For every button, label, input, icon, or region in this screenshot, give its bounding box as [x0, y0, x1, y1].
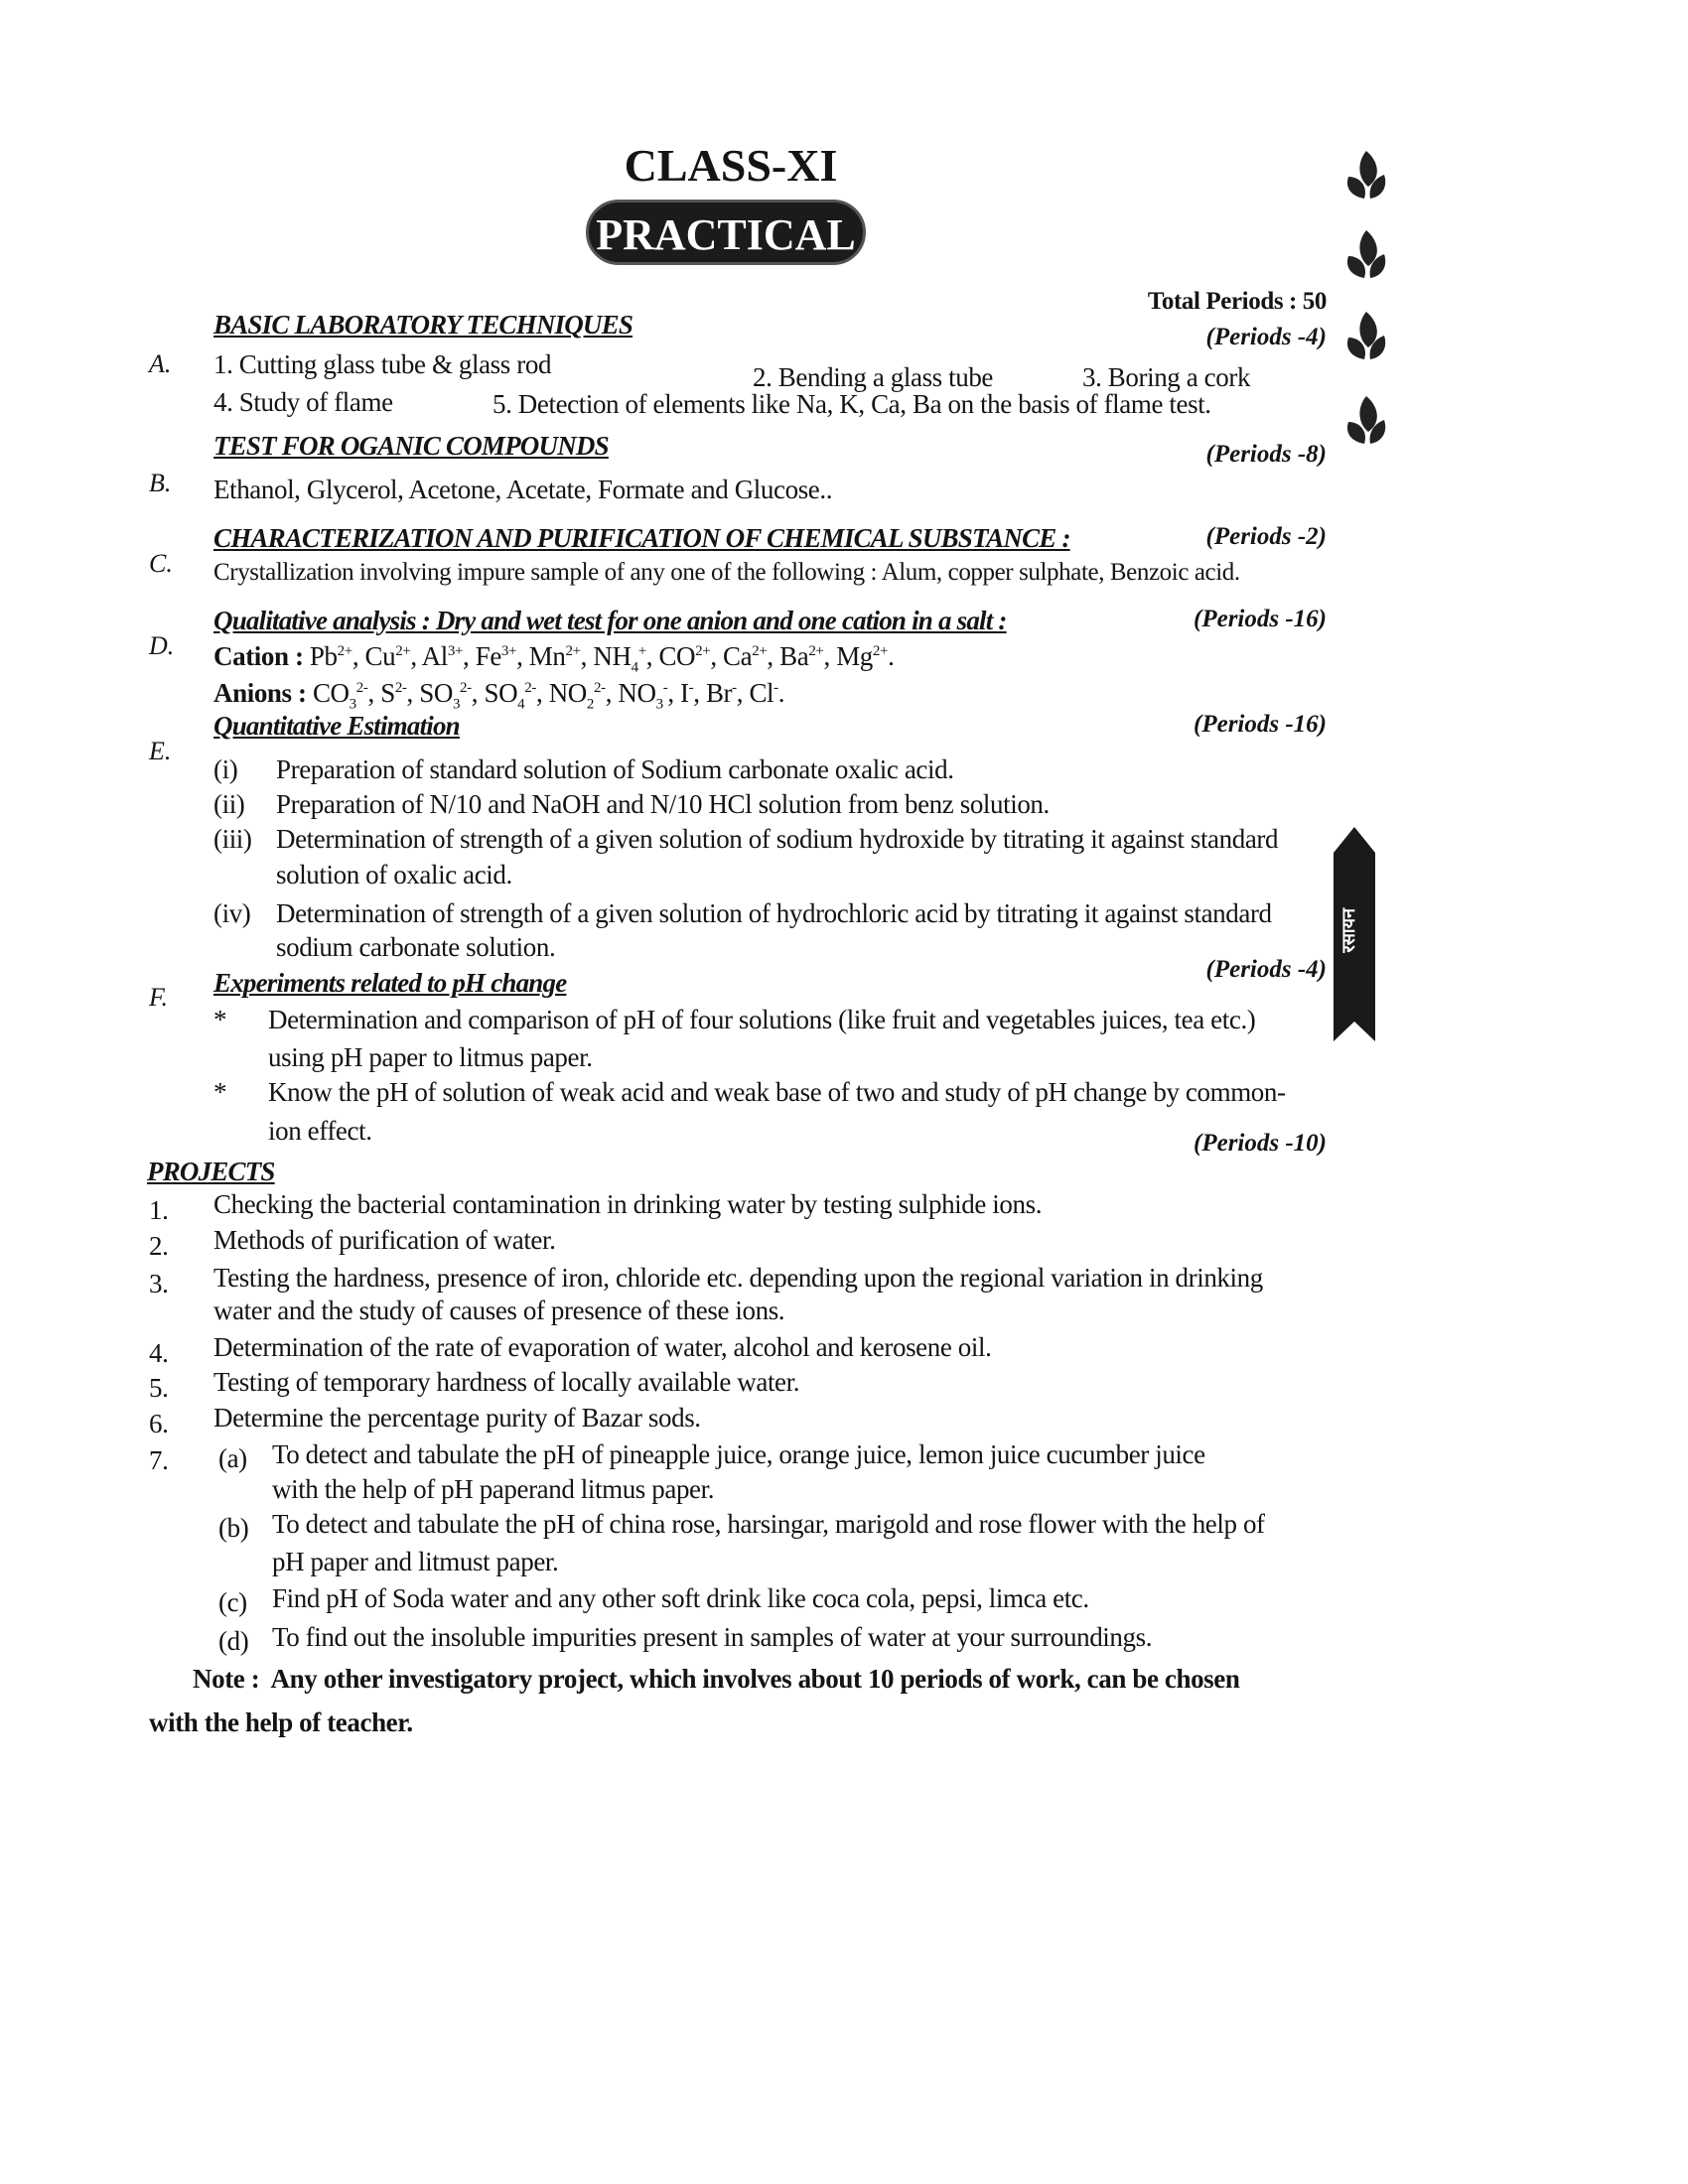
project-number: 1. — [149, 1195, 169, 1225]
ion — [658, 641, 710, 671]
subitem-label: (c) — [218, 1587, 247, 1617]
ion-symbol: NH — [593, 641, 632, 671]
ion-symbol: NO — [618, 678, 656, 708]
ion-charge: 3+ — [500, 643, 517, 659]
ion-symbol: SO — [419, 678, 453, 708]
section-text: Ethanol, Glycerol, Acetone, Acetate, Formate and Glucose.. — [213, 475, 833, 504]
ion-charge: 2- — [524, 680, 536, 696]
ion-charge: 2+ — [395, 643, 411, 659]
note — [193, 1664, 1240, 1695]
ion — [312, 678, 368, 713]
section-marker: C. — [149, 549, 173, 578]
item-text: Determination of strength of a given solution of sodium hydroxide by titrating it against standard — [276, 824, 1279, 854]
ion — [419, 678, 472, 713]
item-text: Determination of strength of a given solution of hydrochloric acid by titrating it against standard — [276, 898, 1272, 928]
section-marker: F. — [149, 983, 169, 1012]
item-number: (ii) — [213, 789, 245, 819]
item-number: (i) — [213, 754, 238, 784]
bullet-icon: * — [213, 1077, 227, 1107]
ion-charge: - — [732, 680, 737, 696]
project-number: 3. — [149, 1269, 169, 1298]
subitem-label: (a) — [218, 1443, 247, 1473]
subitem-text: To detect and tabulate the pH of china rose, harsingar, marigold and rose flower with the help of — [272, 1509, 1265, 1539]
ion-symbol: Pb — [309, 641, 338, 671]
ion-charge: 2- — [460, 680, 472, 696]
ion-charge: - — [662, 680, 668, 696]
ion — [422, 641, 463, 671]
ion-subscript: 2 — [586, 696, 594, 713]
list-item: 3. Boring a cork — [1082, 362, 1251, 392]
subitem-text: with the help of pH paperand litmus paper. — [272, 1474, 715, 1504]
subitem-label: (d) — [218, 1626, 249, 1656]
ion-symbol: Mg — [836, 641, 873, 671]
section-periods: (Periods -4) — [1205, 956, 1327, 983]
ion-charge: - — [688, 680, 694, 696]
anion-line — [213, 678, 784, 713]
project-number: 6. — [149, 1409, 169, 1438]
ion-symbol: S — [380, 678, 395, 708]
ion-charge: 2+ — [695, 643, 711, 659]
ion-charge: 2+ — [872, 643, 889, 659]
ion-charge: 2- — [355, 680, 368, 696]
list-item: 2. Bending a glass tube — [753, 362, 994, 392]
ion-symbol: CO — [312, 678, 350, 708]
projects-periods: (Periods -10) — [1194, 1130, 1327, 1157]
item-number: (iii) — [213, 824, 252, 854]
ion — [529, 641, 581, 671]
ion-subscript: 4 — [517, 696, 525, 713]
leaf-ornament-icon — [1338, 226, 1394, 288]
section-marker: E. — [149, 737, 172, 765]
subitem-label: (b) — [218, 1513, 249, 1543]
project-text: Checking the bacterial contamination in drinking water by testing sulphide ions. — [213, 1189, 1043, 1219]
item-text: sodium carbonate solution. — [276, 932, 556, 962]
ion-charge: 2+ — [565, 643, 581, 659]
ion-symbol: SO — [484, 678, 518, 708]
page-title: CLASS-XI — [624, 140, 838, 191]
ion-symbol: I — [680, 678, 689, 708]
ion-subscript: 3 — [452, 696, 461, 713]
section-periods: (Periods -8) — [1205, 441, 1327, 468]
subitem-text: To find out the insoluble impurities present in samples of water at your surroundings. — [272, 1622, 1153, 1652]
item-number: (iv) — [213, 898, 251, 928]
ion — [380, 678, 406, 708]
project-text: Testing of temporary hardness of locally available water. — [213, 1367, 800, 1397]
subitem-text: To detect and tabulate the pH of pineapple juice, orange juice, lemon juice cucumber juice — [272, 1439, 1205, 1469]
ion-charge: + — [637, 643, 646, 659]
anion-label: Anions : — [213, 678, 307, 708]
section-heading: Experiments related to pH change — [213, 968, 567, 998]
ion-charge: - — [774, 680, 778, 696]
section-marker: D. — [149, 631, 175, 660]
project-text: Methods of purification of water. — [213, 1225, 556, 1255]
subitem-text: pH paper and litmust paper. — [272, 1547, 559, 1576]
bullet-icon: * — [213, 1005, 227, 1034]
ion — [706, 678, 737, 708]
item-text: Know the pH of solution of weak acid and weak base of two and study of pH change by common- — [268, 1077, 1286, 1107]
item-text: Preparation of N/10 and NaOH and N/10 HCl solution from benz solution. — [276, 789, 1050, 819]
item-text: Preparation of standard solution of Sodium carbonate oxalic acid. — [276, 754, 954, 784]
ion-charge: 2+ — [337, 643, 352, 659]
section-text: Crystallization involving impure sample of any one of the following : Alum, copper sulphate, Benzoic acid. — [213, 559, 1240, 586]
ion-charge: 2- — [394, 680, 407, 696]
ion — [680, 678, 693, 708]
list-item: 4. Study of flame — [213, 387, 393, 417]
item-text: ion effect. — [268, 1116, 372, 1146]
section-heading: BASIC LABORATORY TECHNIQUES — [213, 310, 633, 340]
subitem-text: Find pH of Soda water and any other soft drink like coca cola, pepsi, limca etc. — [272, 1583, 1089, 1613]
project-number: 4. — [149, 1338, 169, 1368]
projects-heading: PROJECTS — [147, 1157, 275, 1186]
ion-charge: 2+ — [808, 643, 824, 659]
ion-charge: 2- — [594, 680, 606, 696]
ion — [548, 678, 606, 713]
cation-line — [213, 641, 894, 676]
section-marker: A. — [149, 349, 172, 378]
note-label: Note : — [193, 1664, 260, 1694]
ion-symbol: CO — [658, 641, 696, 671]
note-continuation: with the help of teacher. — [149, 1707, 413, 1737]
item-text: solution of oxalic acid. — [276, 860, 512, 889]
practical-badge: PRACTICAL — [586, 200, 866, 265]
ion-symbol: Ba — [779, 641, 809, 671]
ion-symbol: NO — [548, 678, 587, 708]
list-item: 5. Detection of elements like Na, K, Ca, Ba on the basis of flame test. — [492, 389, 1211, 419]
anion-list: $CO_3^{2-}$, $S^{2-}$, $SO_3^{2-}$, $SO_4^{2-}$, $NO_2^{2-}$, $NO_3^-$, I-, Br-, Cl-. — [312, 678, 785, 713]
section-marker: B. — [149, 469, 172, 497]
list-item: 1. Cutting glass tube & glass rod — [213, 349, 552, 379]
ion-symbol: Al — [421, 641, 448, 671]
project-number: 7. — [149, 1445, 169, 1475]
ion-charge: 2+ — [752, 643, 768, 659]
side-tab-label: रसायन — [1338, 908, 1358, 953]
project-number: 2. — [149, 1231, 169, 1261]
section-heading: CHARACTERIZATION AND PURIFICATION OF CHEMICAL SUBSTANCE : — [213, 523, 1070, 553]
project-text: Testing the hardness, presence of iron, chloride etc. depending upon the regional variation in drinking — [213, 1263, 1263, 1293]
section-periods: (Periods -2) — [1205, 523, 1327, 550]
ion — [836, 641, 888, 671]
ion-symbol: Cu — [364, 641, 396, 671]
ion-symbol: Mn — [528, 641, 566, 671]
ion-subscript: 4 — [631, 659, 638, 676]
ion — [310, 641, 352, 671]
ion-subscript: 3 — [655, 696, 663, 713]
ion-symbol: Br — [705, 678, 733, 708]
ion — [618, 678, 668, 713]
leaf-ornament-icon — [1338, 392, 1394, 454]
leaf-ornament-icon — [1338, 308, 1394, 369]
cation-label: Cation : — [213, 641, 304, 671]
item-text: Determination and comparison of pH of four solutions (like fruit and vegetables juices, tea etc.) — [268, 1005, 1256, 1034]
ion — [484, 678, 536, 713]
project-text: Determine the percentage purity of Bazar sods. — [213, 1403, 701, 1433]
ion-symbol: Ca — [723, 641, 753, 671]
ion — [723, 641, 767, 671]
ion-charge: 3+ — [447, 643, 463, 659]
project-number: 5. — [149, 1373, 169, 1403]
ion — [749, 678, 777, 708]
ion — [593, 641, 646, 676]
section-periods: (Periods -16) — [1194, 711, 1327, 738]
ion-symbol: Fe — [475, 641, 501, 671]
item-text: using pH paper to litmus paper. — [268, 1042, 593, 1072]
note-text: Any other investigatory project, which involves about 10 periods of work, can be chosen — [270, 1664, 1240, 1694]
section-heading: Qualitative analysis : Dry and wet test for one anion and one cation in a salt : — [213, 606, 1007, 635]
section-heading: Quantitative Estimation — [213, 711, 460, 741]
ion — [365, 641, 411, 671]
section-heading: TEST FOR OGANIC COMPOUNDS — [213, 431, 609, 461]
ion-symbol: Cl — [749, 678, 774, 708]
total-periods: Total Periods : 50 — [1147, 288, 1327, 315]
ion-subscript: 3 — [349, 696, 356, 713]
section-periods: (Periods -16) — [1194, 606, 1327, 632]
ion — [476, 641, 516, 671]
cation-list: $Pb^{2+}$, $Cu^{2+}$, $Al^{3+}$, $Fe^{3+}$, $Mn^{2+}$, $NH_4^+$, $CO^{2+}$, $Ca^{2+}$, $Ba^{2+}$, $Mg^{2+}$. — [309, 641, 895, 676]
ion — [779, 641, 823, 671]
project-text: Determination of the rate of evaporation of water, alcohol and kerosene oil. — [213, 1332, 992, 1362]
section-periods: (Periods -4) — [1205, 324, 1327, 350]
leaf-ornament-icon — [1338, 147, 1394, 208]
project-text: water and the study of causes of presence of these ions. — [213, 1296, 785, 1325]
